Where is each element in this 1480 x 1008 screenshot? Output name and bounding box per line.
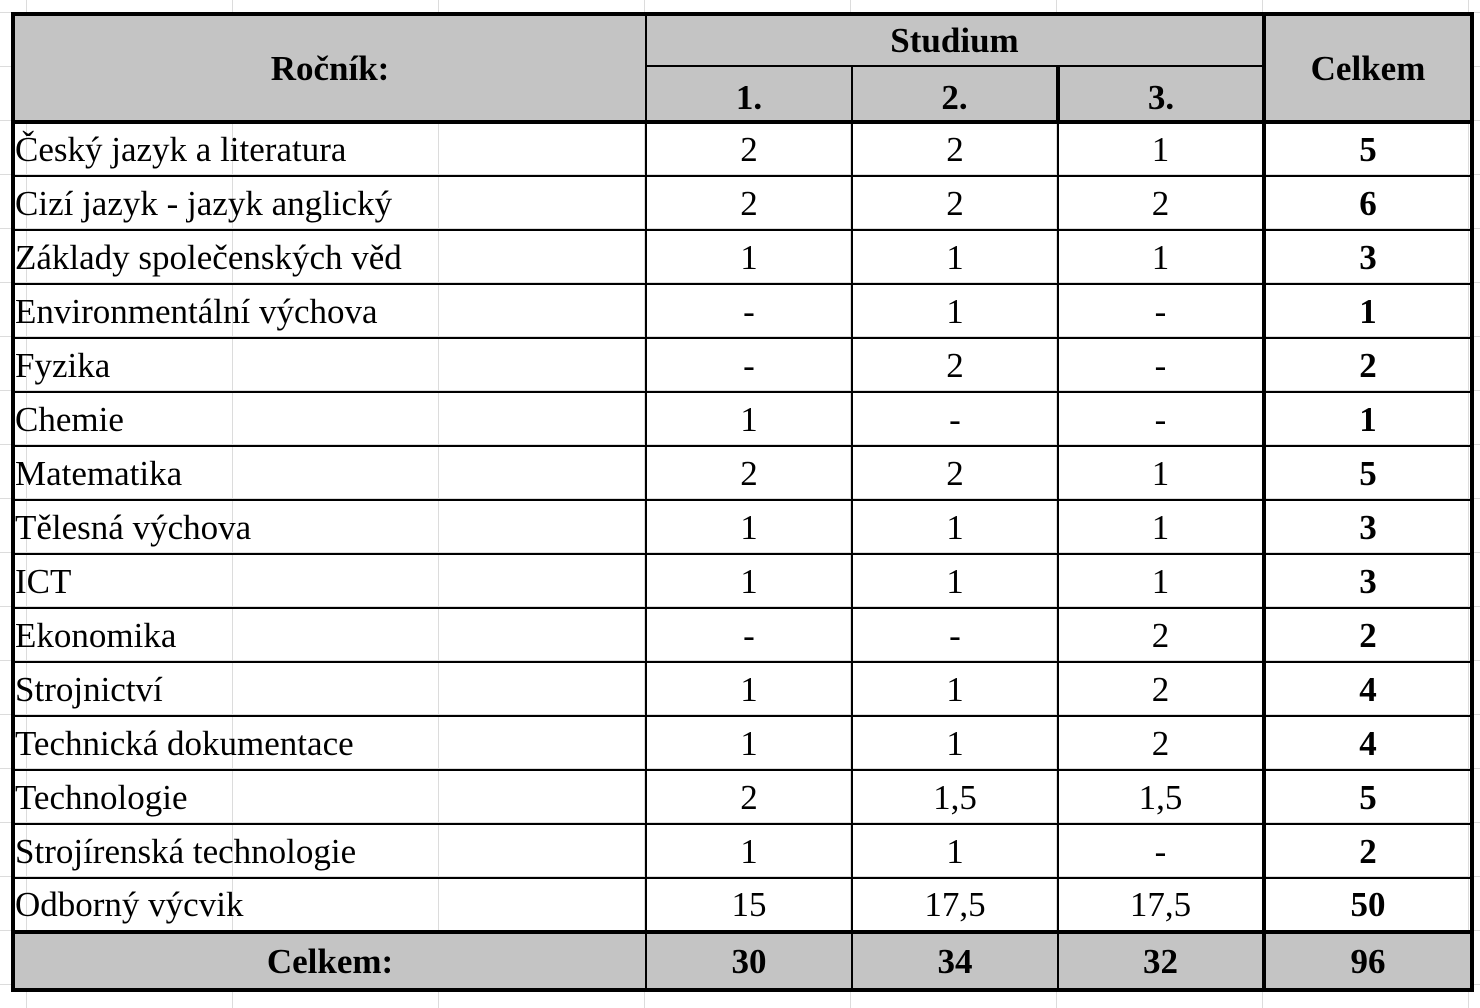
total-cell[interactable]: 1 (1264, 392, 1472, 446)
year-2-cell[interactable]: 1 (852, 716, 1058, 770)
year-2-cell[interactable]: 1 (852, 662, 1058, 716)
table-row (13, 554, 1472, 608)
year-2-cell[interactable]: 2 (852, 446, 1058, 500)
total-cell[interactable]: 4 (1264, 662, 1472, 716)
total-cell[interactable]: 3 (1264, 500, 1472, 554)
year-3-cell[interactable]: 1 (1058, 446, 1264, 500)
year-3-cell[interactable]: 2 (1058, 176, 1264, 230)
year-3-cell[interactable]: 1 (1058, 554, 1264, 608)
year-2-cell[interactable]: 1 (852, 500, 1058, 554)
subject-cell[interactable]: Strojírenská technologie (13, 824, 646, 878)
subject-cell[interactable]: Chemie (13, 392, 646, 446)
subject-cell[interactable]: ICT (13, 554, 646, 608)
year-2-cell[interactable]: 1 (852, 230, 1058, 284)
total-cell[interactable]: 2 (1264, 338, 1472, 392)
subject-cell[interactable]: Strojnictví (13, 662, 646, 716)
year-1-cell[interactable]: - (646, 284, 852, 338)
year-1-cell[interactable]: - (646, 338, 852, 392)
year-1-cell[interactable]: 1 (646, 662, 852, 716)
year-2-cell[interactable]: 2 (852, 122, 1058, 176)
table-row (13, 338, 1472, 392)
year-3-cell[interactable]: 1,5 (1058, 770, 1264, 824)
year-1-cell[interactable]: 1 (646, 500, 852, 554)
year-1-cell[interactable]: 1 (646, 824, 852, 878)
footer-total[interactable]: 96 (1264, 932, 1472, 990)
year-3-cell[interactable]: 1 (1058, 230, 1264, 284)
table-row (13, 824, 1472, 878)
table-row (13, 230, 1472, 284)
footer-year-1[interactable]: 30 (646, 932, 852, 990)
year-1-cell[interactable]: 1 (646, 554, 852, 608)
year-2-cell[interactable]: - (852, 608, 1058, 662)
subject-cell[interactable]: Environmentální výchova (13, 284, 646, 338)
footer-year-2[interactable]: 34 (852, 932, 1058, 990)
table-row (13, 716, 1472, 770)
total-cell[interactable]: 2 (1264, 824, 1472, 878)
table-row (13, 392, 1472, 446)
subject-cell[interactable]: Český jazyk a literatura (13, 122, 646, 176)
year-1-cell[interactable]: 2 (646, 176, 852, 230)
subject-cell[interactable]: Technologie (13, 770, 646, 824)
year-2-cell[interactable]: 17,5 (852, 878, 1058, 932)
year-3-cell[interactable]: - (1058, 284, 1264, 338)
subject-cell[interactable]: Cizí jazyk - jazyk anglický (13, 176, 646, 230)
year-3-cell[interactable]: 2 (1058, 608, 1264, 662)
year-3-cell[interactable]: 17,5 (1058, 878, 1264, 932)
total-cell[interactable]: 3 (1264, 230, 1472, 284)
footer-label[interactable]: Celkem: (13, 932, 646, 990)
header-year-3[interactable]: 3. (1058, 66, 1264, 122)
subject-cell[interactable]: Ekonomika (13, 608, 646, 662)
total-cell[interactable]: 50 (1264, 878, 1472, 932)
table-row (13, 446, 1472, 500)
total-cell[interactable]: 4 (1264, 716, 1472, 770)
year-1-cell[interactable]: 1 (646, 230, 852, 284)
year-1-cell[interactable]: 2 (646, 770, 852, 824)
total-cell[interactable]: 5 (1264, 122, 1472, 176)
subject-cell[interactable]: Tělesná výchova (13, 500, 646, 554)
total-cell[interactable]: 6 (1264, 176, 1472, 230)
footer-row (13, 932, 1472, 990)
footer-year-3[interactable]: 32 (1058, 932, 1264, 990)
year-2-cell[interactable]: 2 (852, 338, 1058, 392)
year-1-cell[interactable]: 2 (646, 122, 852, 176)
year-3-cell[interactable]: - (1058, 824, 1264, 878)
year-3-cell[interactable]: - (1058, 338, 1264, 392)
year-3-cell[interactable]: 2 (1058, 662, 1264, 716)
year-1-cell[interactable]: 15 (646, 878, 852, 932)
year-1-cell[interactable]: 1 (646, 716, 852, 770)
year-2-cell[interactable]: 1 (852, 824, 1058, 878)
table-row (13, 284, 1472, 338)
year-3-cell[interactable]: 1 (1058, 122, 1264, 176)
year-2-cell[interactable]: - (852, 392, 1058, 446)
year-1-cell[interactable]: - (646, 608, 852, 662)
table-row (13, 662, 1472, 716)
subject-cell[interactable]: Odborný výcvik (13, 878, 646, 932)
header-year-2[interactable]: 2. (852, 66, 1058, 122)
table-row (13, 878, 1472, 932)
year-3-cell[interactable]: 2 (1058, 716, 1264, 770)
year-2-cell[interactable]: 1 (852, 554, 1058, 608)
total-cell[interactable]: 5 (1264, 446, 1472, 500)
total-cell[interactable]: 5 (1264, 770, 1472, 824)
year-1-cell[interactable]: 2 (646, 446, 852, 500)
table-row (13, 176, 1472, 230)
table-row (13, 500, 1472, 554)
year-3-cell[interactable]: 1 (1058, 500, 1264, 554)
table-body (13, 122, 1472, 932)
year-1-cell[interactable]: 1 (646, 392, 852, 446)
table-row (13, 770, 1472, 824)
total-cell[interactable]: 3 (1264, 554, 1472, 608)
header-year-1[interactable]: 1. (646, 66, 852, 122)
header-row (13, 14, 1472, 66)
curriculum-table (11, 12, 1474, 992)
subject-cell[interactable]: Fyzika (13, 338, 646, 392)
subject-cell[interactable]: Matematika (13, 446, 646, 500)
total-cell[interactable]: 1 (1264, 284, 1472, 338)
total-cell[interactable]: 2 (1264, 608, 1472, 662)
header-rocnik[interactable]: Ročník: (13, 14, 646, 122)
year-3-cell[interactable]: - (1058, 392, 1264, 446)
subject-cell[interactable]: Technická dokumentace (13, 716, 646, 770)
year-2-cell[interactable]: 1,5 (852, 770, 1058, 824)
year-2-cell[interactable]: 2 (852, 176, 1058, 230)
table-row (13, 608, 1472, 662)
header-celkem[interactable]: Celkem (1264, 14, 1472, 122)
table-row (13, 122, 1472, 176)
year-2-cell[interactable]: 1 (852, 284, 1058, 338)
header-studium[interactable]: Studium (646, 14, 1264, 66)
subject-cell[interactable]: Základy společenských věd (13, 230, 646, 284)
